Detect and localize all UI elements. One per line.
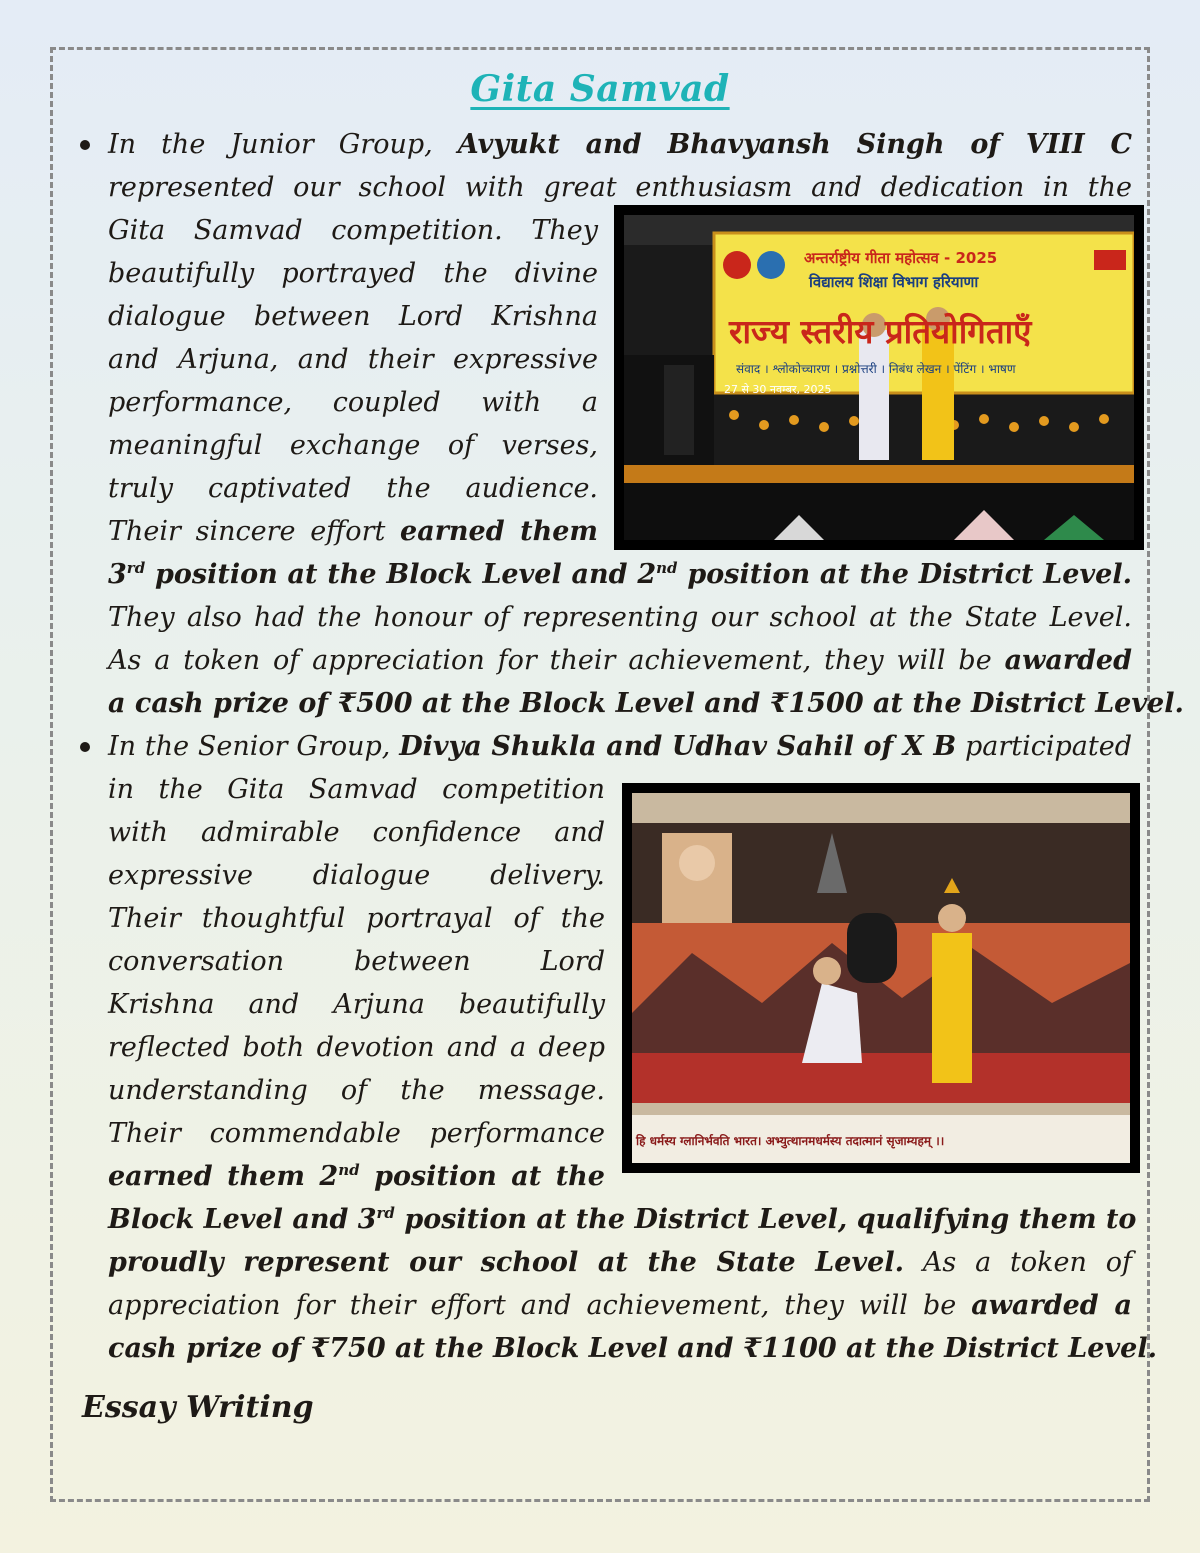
senior-line-9: understanding of the message. [108,1075,605,1106]
junior-line-7: performance, coupled with a [108,387,598,418]
senior-line-7: Krishna and Arjuna beautifully [108,989,605,1020]
junior-line-4: beautifully portrayed the divine [108,258,598,289]
senior-line-2: in the Gita Samvad competition [108,774,605,805]
senior-line-8: reflected both devotion and a deep [108,1032,605,1063]
senior-line-13: proudly represent our school at the State Level. As a token of [108,1247,1132,1278]
senior-line-14: appreciation for their effort and achievement, they will be awarded a [108,1290,1132,1321]
senior-line-12: Block Level and 3rd position at the District Level, qualifying them to [108,1204,1137,1235]
junior-line-12: They also had the honour of representing our school at the State Level. [108,602,1132,633]
junior-line-14: a cash prize of ₹500 at the Block Level and ₹1500 at the District Level. [108,688,1184,719]
junior-line-3: Gita Samvad competition. They [108,215,598,246]
banner-line-2: विद्यालय शिक्षा विभाग हरियाणा [809,273,979,291]
junior-line-11: 3rd position at the Block Level and 2nd position at the District Level. [108,559,1132,590]
stage-photo-1-graphic [624,215,1134,540]
junior-line-6: and Arjuna, and their expressive [108,344,598,375]
senior-line-15: cash prize of ₹750 at the Block Level and ₹1100 at the District Level. [108,1333,1157,1364]
bullet-senior [80,742,90,752]
senior-line-5: Their thoughtful portrayal of the [108,903,605,934]
junior-line-13: As a token of appreciation for their achievement, they will be awarded [108,645,1132,676]
page-title: Gita Samvad [470,68,730,110]
senior-line-1: In the Senior Group, Divya Shukla and Udhav Sahil of X B participated [108,731,1132,762]
banner-main: राज्य स्तरीय प्रतियोगिताएँ [729,312,1032,351]
banner-date: 27 से 30 नवम्बर, 2025 [724,383,832,396]
junior-line-2: represented our school with great enthusiasm and dedication in the [108,172,1132,203]
banner-line-1: अन्तर्राष्ट्रीय गीता महोत्सव - 2025 [804,249,998,267]
bullet-junior [80,140,90,150]
senior-line-10: Their commendable performance [108,1118,605,1149]
senior-line-6: conversation between Lord [108,946,605,977]
junior-line-10: Their sincere effort earned them [108,516,598,547]
junior-line-5: dialogue between Lord Krishna [108,301,598,332]
senior-line-11: earned them 2nd position at the [108,1161,605,1192]
banner-line-3: संवाद । श्लोकोच्चारण । प्रश्नोत्तरी । निबंध लेखन । पेंटिंग । भाषण [736,362,1016,376]
photo-senior-stage [622,783,1140,1173]
junior-line-1: In the Junior Group, Avyukt and Bhavyansh Singh of VIII C [108,129,1132,160]
stage-backdrop-text: हि धर्मस्य ग्लानिर्भवति भारत। अभ्युत्थानमधर्मस्य तदात्मानं सृजाम्यहम् ।। [636,1134,945,1148]
junior-line-9: truly captivated the audience. [108,473,598,504]
senior-line-3: with admirable confidence and [108,817,605,848]
senior-line-4: expressive dialogue delivery. [108,860,605,891]
photo-junior-stage [614,205,1144,550]
next-section-heading: Essay Writing [82,1390,314,1425]
stage-photo-2-graphic [632,793,1130,1163]
junior-line-8: meaningful exchange of verses, [108,430,598,461]
